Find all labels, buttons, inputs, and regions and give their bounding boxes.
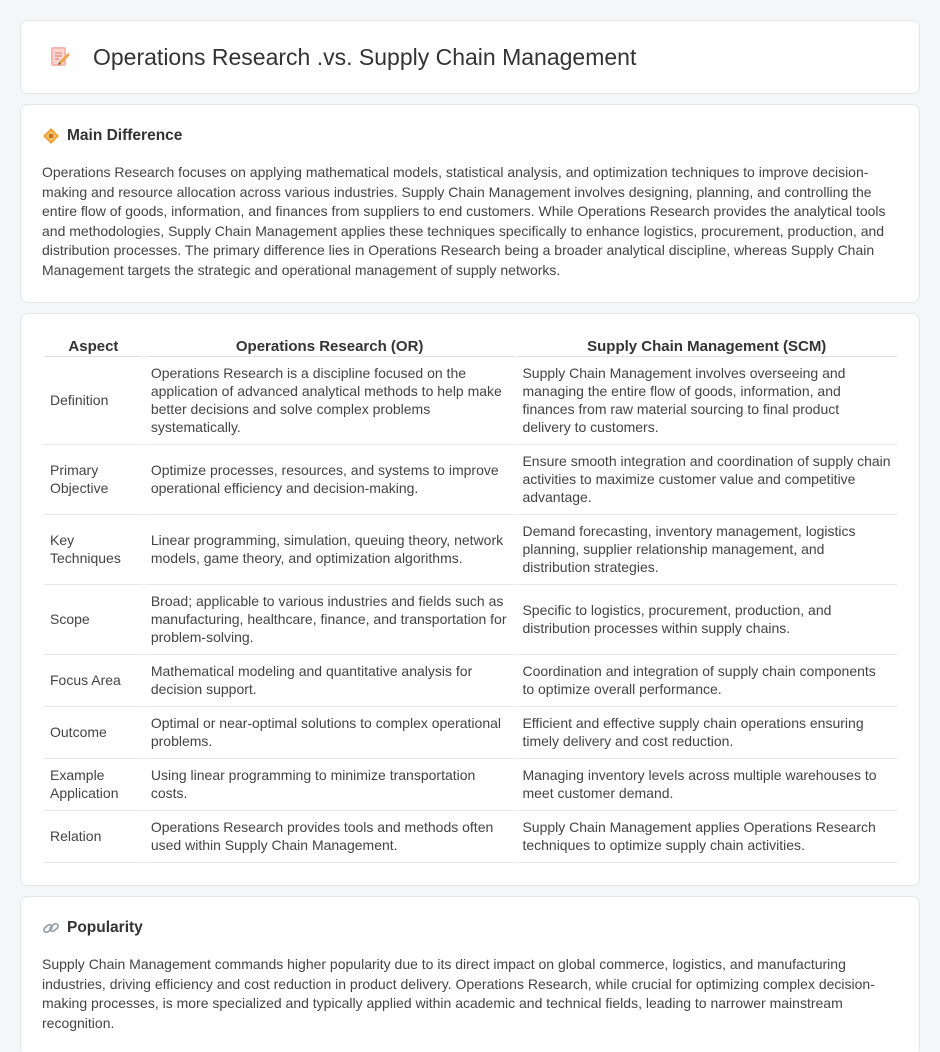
aspect-cell: Focus Area	[44, 655, 143, 707]
header-scm: Supply Chain Management (SCM)	[516, 334, 897, 357]
table-row	[44, 707, 897, 759]
or-cell: Operations Research is a discipline focused on the application of advanced analytical methods to help make better decisions and solve complex problems systematically.	[145, 357, 515, 445]
table-row	[44, 357, 897, 445]
table-row	[44, 811, 897, 863]
table-row	[44, 515, 897, 585]
aspect-cell: Scope	[44, 585, 143, 655]
or-cell: Linear programming, simulation, queuing theory, network models, game theory, and optimization algorithms.	[145, 515, 515, 585]
main-difference-section	[20, 104, 920, 303]
scm-cell: Demand forecasting, inventory management, logistics planning, supplier relationship management, and distribution strategies.	[516, 515, 897, 585]
popularity-heading	[42, 919, 899, 937]
or-cell: Broad; applicable to various industries and fields such as manufacturing, healthcare, finance, and transportation for problem-solving.	[145, 585, 515, 655]
popularity-title: Popularity	[67, 919, 143, 936]
comparison-table-card	[20, 313, 920, 886]
table-row	[44, 655, 897, 707]
scm-cell: Coordination and integration of supply chain components to optimize overall performance.	[516, 655, 897, 707]
or-cell: Optimal or near-optimal solutions to complex operational problems.	[145, 707, 515, 759]
page-title: Operations Research .vs. Supply Chain Management	[93, 43, 637, 70]
main-difference-title: Main Difference	[67, 127, 183, 144]
document-pencil-icon	[47, 44, 73, 70]
aspect-cell: Outcome	[44, 707, 143, 759]
table-row	[44, 585, 897, 655]
header-or: Operations Research (OR)	[145, 334, 515, 357]
scm-cell: Managing inventory levels across multiple warehouses to meet customer demand.	[516, 759, 897, 811]
header-card	[20, 20, 920, 94]
header-aspect: Aspect	[44, 334, 143, 357]
or-cell: Optimize processes, resources, and systems to improve operational efficiency and decision-making.	[145, 445, 515, 515]
table-header-row	[44, 334, 897, 357]
main-difference-text: Operations Research focuses on applying mathematical models, statistical analysis, and optimization techniques to improve decision-making and resource allocation across various industries. Supply Chain Management involves designing, planning, and controlling the entire flow of goods, information, and finances from suppliers to end customers. While Operations Research provides the analytical tools and methodologies, Supply Chain Management applies these techniques specifically to enhance logistics, procurement, production, and distribution processes. The primary difference lies in Operations Research being a broader analytical discipline, whereas Supply Chain Management targets the strategic and operational management of supply networks.	[42, 164, 886, 278]
link-icon	[42, 919, 60, 937]
aspect-cell: Example Application	[44, 759, 143, 811]
popularity-text: Supply Chain Management commands higher popularity due to its direct impact on global commerce, logistics, and manufacturing industries, driving efficiency and cost reduction in product delivery. Operations Research, while crucial for optimizing complex decision-making processes, is more specialized and typically applied within academic and technical fields, leading to narrower mainstream recognition.	[42, 956, 875, 1031]
or-cell: Mathematical modeling and quantitative analysis for decision support.	[145, 655, 515, 707]
comparison-table	[42, 334, 899, 863]
scm-cell: Supply Chain Management involves overseeing and managing the entire flow of goods, information, and finances from raw material sourcing to final product delivery to customers.	[516, 357, 897, 445]
or-cell: Operations Research provides tools and methods often used within Supply Chain Management.	[145, 811, 515, 863]
scm-cell: Supply Chain Management applies Operations Research techniques to optimize supply chain activities.	[516, 811, 897, 863]
aspect-cell: Key Techniques	[44, 515, 143, 585]
main-difference-heading	[42, 127, 899, 145]
scm-cell: Specific to logistics, procurement, production, and distribution processes within supply chains.	[516, 585, 897, 655]
table-row	[44, 445, 897, 515]
scm-cell: Ensure smooth integration and coordination of supply chain activities to maximize customer value and competitive advantage.	[516, 445, 897, 515]
or-cell: Using linear programming to minimize transportation costs.	[145, 759, 515, 811]
aspect-cell: Primary Objective	[44, 445, 143, 515]
aspect-cell: Relation	[44, 811, 143, 863]
aspect-cell: Definition	[44, 357, 143, 445]
table-row	[44, 759, 897, 811]
popularity-section	[20, 896, 920, 1052]
scm-cell: Efficient and effective supply chain operations ensuring timely delivery and cost reduction.	[516, 707, 897, 759]
diamond-icon	[42, 127, 60, 145]
